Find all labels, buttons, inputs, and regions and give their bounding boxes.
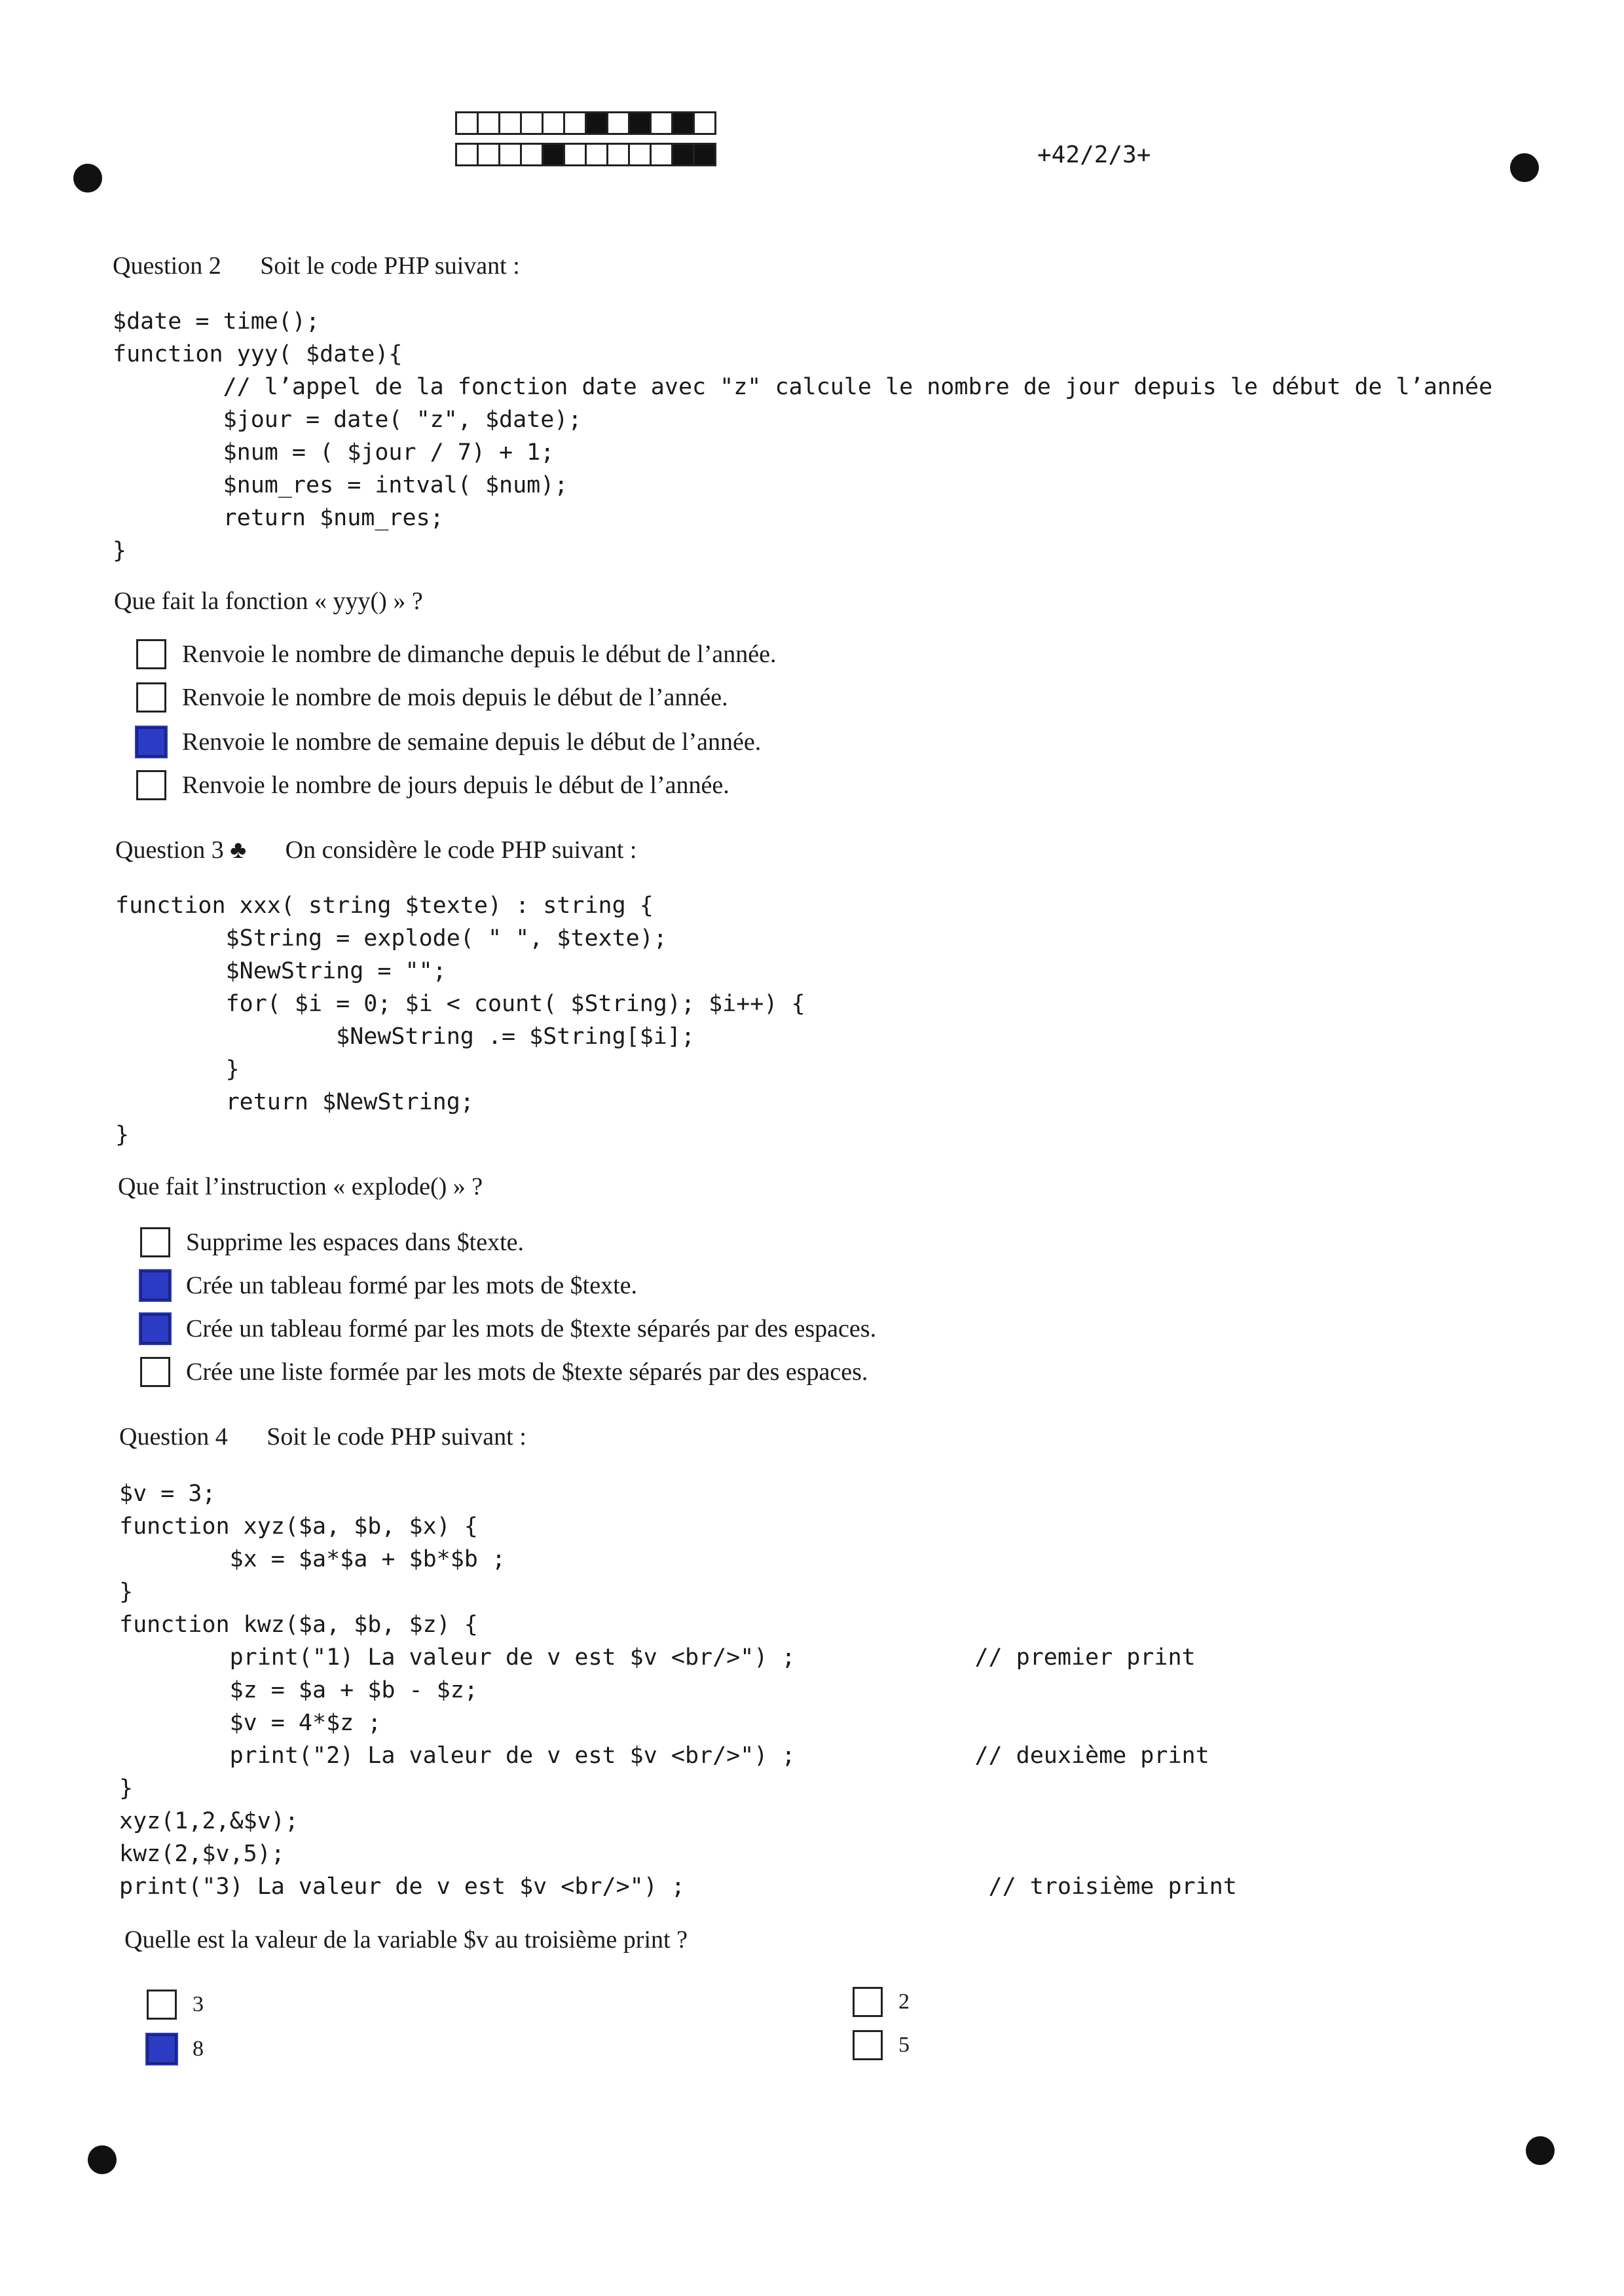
barcode-cell — [606, 111, 630, 135]
checkbox[interactable] — [140, 1270, 170, 1301]
question-4-choice-3[interactable] — [853, 1987, 910, 2017]
checkbox[interactable] — [136, 682, 166, 713]
barcode-cell — [542, 143, 565, 166]
barcode-cell — [585, 143, 608, 166]
question-4-intro: Soit le code PHP suivant : — [267, 1423, 526, 1451]
barcode-cell — [498, 143, 522, 166]
checkbox[interactable] — [140, 1314, 170, 1344]
question-2-choice-4[interactable] — [136, 770, 729, 800]
barcode-cell — [693, 143, 716, 166]
barcode-cell — [542, 111, 565, 135]
checkbox[interactable] — [147, 2034, 177, 2064]
checkbox[interactable] — [136, 727, 166, 757]
question-4-header — [119, 1422, 526, 1451]
question-3-prompt: Que fait l’instruction « explode() » ? — [118, 1173, 483, 1200]
checkbox[interactable] — [140, 1227, 170, 1257]
question-2-prompt: Que fait la fonction « yyy() » ? — [114, 587, 423, 615]
checkbox[interactable] — [136, 770, 166, 800]
choice-label: Renvoie le nombre de mois depuis le début de l’année. — [182, 684, 728, 711]
registration-dot-bottom-left — [88, 2145, 117, 2174]
choice-label: 8 — [193, 2037, 204, 2061]
choice-label: Crée une liste formée par les mots de $texte séparés par des espaces. — [186, 1358, 868, 1386]
choice-label: Supprime les espaces dans $texte. — [186, 1229, 525, 1256]
choice-label: Crée un tableau formé par les mots de $texte séparés par des espaces. — [186, 1315, 877, 1342]
barcode-cell — [671, 111, 695, 135]
barcode-cell — [498, 111, 522, 135]
question-3-label: Question 3 ♣ — [115, 836, 247, 864]
checkbox[interactable] — [853, 2030, 883, 2060]
barcode-cell — [455, 143, 479, 166]
barcode-cell — [563, 143, 587, 166]
choice-label: 3 — [193, 1992, 204, 2016]
question-3-choice-4[interactable] — [140, 1357, 868, 1387]
question-2-intro: Soit le code PHP suivant : — [260, 252, 520, 280]
question-2-header — [113, 251, 520, 280]
question-3-header — [115, 836, 637, 864]
checkbox[interactable] — [140, 1357, 170, 1387]
barcode-cell — [628, 143, 652, 166]
question-2-choice-2[interactable] — [136, 682, 728, 713]
checkbox[interactable] — [853, 1987, 883, 2017]
barcode-cell — [606, 143, 630, 166]
checkbox[interactable] — [147, 1990, 177, 2020]
page-id: +42/2/3+ — [1037, 141, 1151, 168]
question-2-choice-3[interactable] — [136, 727, 761, 757]
question-3-code: function xxx( string $texte) : string { $String = explode( " ", $texte); $NewString = ""; for( $i = 0; $i < count( $String); $i++) { $NewString .= $String[$i]; } return $NewString; } — [115, 893, 805, 1148]
choice-label: 5 — [898, 2033, 910, 2057]
barcode-row-1 — [457, 111, 716, 135]
question-2-code: $date = time(); function yyy( $date){ // l’appel de la fonction date avec "z" calcule le nombre de jour depuis le début de l’année $jour = date( "z", $date); $num = ( $jour / 7) + 1; $num_res = intval( $num); return $num_res; } — [113, 308, 1493, 564]
question-4-label: Question 4 — [119, 1423, 228, 1451]
barcode-cell — [628, 111, 652, 135]
barcode-cell — [650, 143, 673, 166]
checkbox[interactable] — [136, 639, 166, 669]
question-2-choice-1[interactable] — [136, 639, 776, 669]
registration-dot-top-right — [1510, 153, 1539, 182]
barcode-cell — [563, 111, 587, 135]
barcode-cell — [477, 111, 500, 135]
choice-label: 2 — [898, 1990, 910, 2014]
barcode-cell — [455, 111, 479, 135]
question-4-code: $v = 3; function xyz($a, $b, $x) { $x = $a*$a + $b*$b ; } function kwz($a, $b, $z) { print("1) La valeur de v est $v <br/>") ; // premier print $z = $a + $b - $z; $v = 4*$z ; print("2) La valeur de v est $v <br/>") ; // deuxième print } xyz(1,2,&$v); kwz(2,$v,5); print("3) La valeur de v est $v <br/>") ; // troisième print — [119, 1481, 1237, 1900]
question-2-label: Question 2 — [113, 252, 221, 280]
question-3-choice-3[interactable] — [140, 1314, 876, 1344]
question-3-intro: On considère le code PHP suivant : — [285, 836, 637, 864]
question-4-prompt: Quelle est la valeur de la variable $v au troisième print ? — [124, 1926, 688, 1953]
choice-label: Crée un tableau formé par les mots de $texte. — [186, 1272, 638, 1299]
barcode-cell — [671, 143, 695, 166]
registration-dot-bottom-right — [1526, 2136, 1555, 2165]
barcode-cell — [520, 111, 544, 135]
choice-label: Renvoie le nombre de dimanche depuis le début de l’année. — [182, 640, 777, 668]
barcode-cell — [650, 111, 673, 135]
question-4-choice-2[interactable] — [147, 2034, 204, 2064]
registration-dot-top-left — [73, 164, 102, 193]
question-3-choice-2[interactable] — [140, 1270, 637, 1301]
barcode-cell — [520, 143, 544, 166]
barcode-row-2 — [457, 143, 716, 166]
choice-label: Renvoie le nombre de jours depuis le début de l’année. — [182, 771, 729, 799]
barcode-cell — [477, 143, 500, 166]
question-4-choice-1[interactable] — [147, 1990, 204, 2020]
question-3-choice-1[interactable] — [140, 1227, 524, 1257]
choice-label: Renvoie le nombre de semaine depuis le début de l’année. — [182, 728, 762, 756]
barcode-cell — [693, 111, 716, 135]
question-4-choice-4[interactable] — [853, 2030, 910, 2060]
barcode-cell — [585, 111, 608, 135]
